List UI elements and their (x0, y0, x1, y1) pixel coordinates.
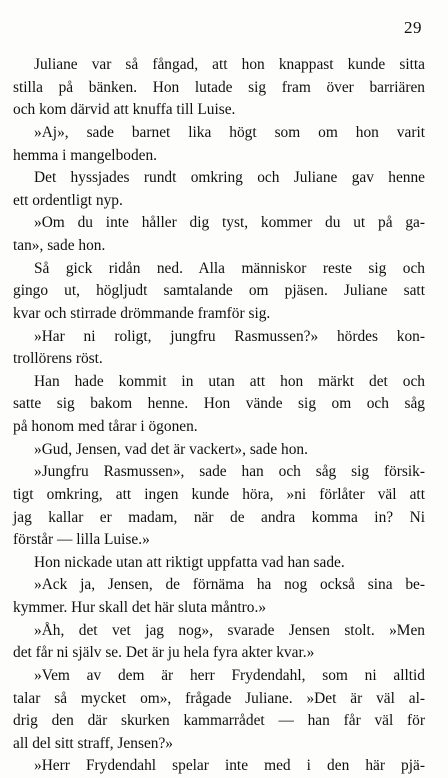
text-line: drig den där skurken kammarrådet — han får väl för (13, 712, 425, 730)
text-line: »Åh, det vet jag nog», svarade Jensen stolt. »Men (34, 621, 425, 639)
text-line: trollörens röst. (13, 350, 103, 368)
text-line: »Jungfru Rasmussen», sade han och såg sig försik- (34, 463, 425, 481)
text-line: ett ordentligt nyp. (13, 191, 123, 209)
text-line: satte sig bakom henne. Hon vände sig om och såg (13, 395, 425, 413)
text-line: »Om du inte håller dig tyst, kommer du ut på ga- (34, 214, 425, 232)
page-number: 29 (404, 18, 422, 37)
body-text (13, 54, 425, 778)
text-line: hemma i mangelboden. (13, 146, 158, 164)
text-line: det får ni själv se. Det är ju hela fyra akter kvar.» (13, 644, 315, 662)
text-line: »Har ni roligt, jungfru Rasmussen?» hördes kon- (34, 327, 425, 345)
text-line: Det hyssjades rundt omkring och Juliane gav henne (34, 169, 425, 187)
text-line: stilla på bänken. Hon lutade sig fram över barriären (13, 78, 425, 96)
text-line: på honom med tårar i ögonen. (13, 418, 198, 435)
text-line: Hon nickade utan att riktigt uppfatta vad han sade. (34, 553, 345, 571)
text-line: Han hade kommit in utan att hon märkt det och (34, 372, 425, 390)
text-line: tigt omkring, att ingen kunde höra, »ni förlåter väl att (13, 485, 425, 503)
text-line: »Aj», sade barnet lika högt som om hon varit (34, 123, 425, 141)
text-line: förstår — lilla Luise.» (13, 531, 150, 549)
text-line: »Ack ja, Jensen, de förnäma ha nog också sina be- (34, 576, 425, 594)
text-line: gingo ut, högljudt samtalande om pjäsen. Juliane satt (13, 282, 425, 300)
text-line: kymmer. Hur skall det här sluta måntro.» (13, 599, 267, 616)
text-line: all del sitt straff, Jensen?» (13, 734, 173, 752)
text-line: Så gick ridån ned. Alla människor reste sig och (34, 259, 425, 277)
text-line: talar så mycket om», frågade Juliane. »Det är väl al- (13, 689, 425, 707)
text-line: »Herr Frydendahl spelar inte med i den här pjä- (34, 757, 425, 775)
text-line: »Vem av dem är herr Frydendahl, som ni alltid (34, 666, 425, 684)
text-line: kvar och stirrade drömmande framför sig. (13, 304, 271, 322)
text-line: Juliane var så fångad, att hon knappast kunde sitta (34, 56, 425, 73)
text-line: jag kallar er madam, när de andra komma in? Ni (13, 508, 425, 526)
text-line: »Gud, Jensen, vad det är vackert», sade hon. (34, 440, 308, 458)
text-line: tan», sade hon. (13, 237, 106, 254)
text-line: och kom därvid att knuffa till Luise. (13, 101, 236, 119)
